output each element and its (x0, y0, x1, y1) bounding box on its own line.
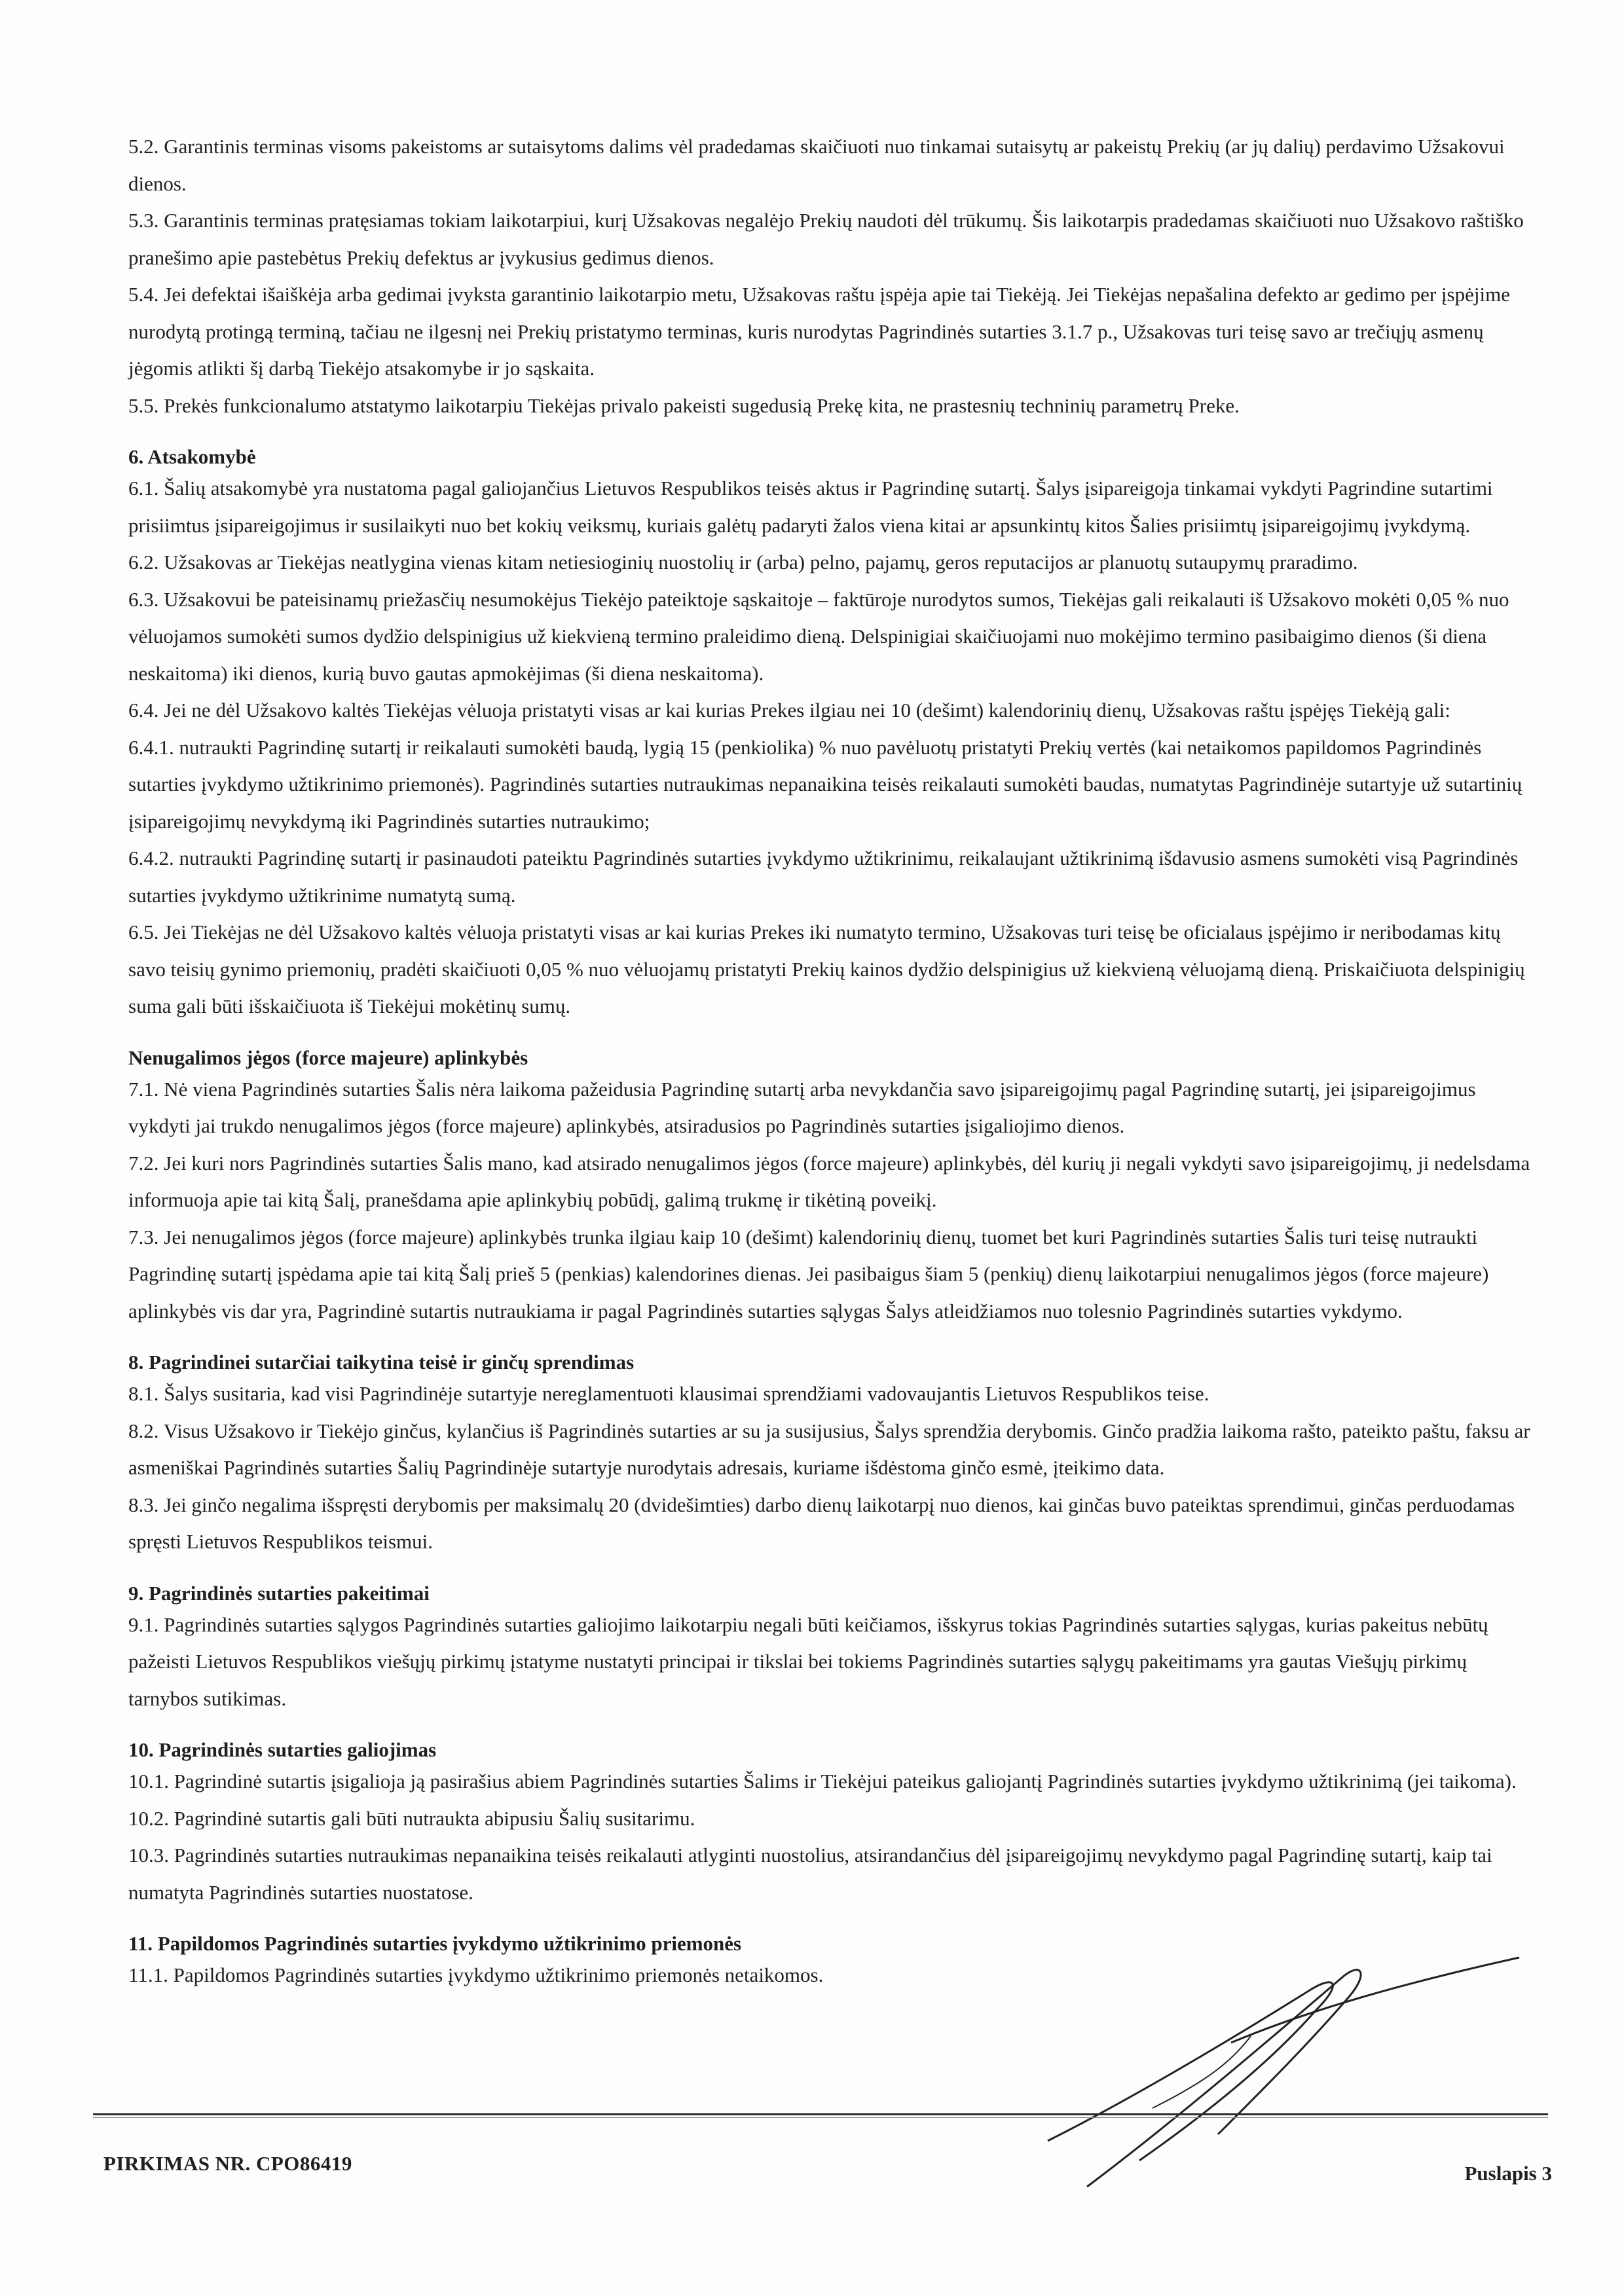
handwritten-signature (1035, 1912, 1532, 2213)
clause-paragraph: 5.5. Prekės funkcionalumo atstatymo laikotarpiu Tiekėjas privalo pakeisti sugedusią Prekę kita, ne prastesnių techninių parametrų Preke. (128, 393, 1240, 417)
section (128, 1045, 1536, 1330)
procurement-number: PIRKIMAS NR. CPO86419 (103, 2152, 352, 2175)
section-heading: 11. Papildomos Pagrindinės sutarties įvykdymo užtikrinimo priemonės (128, 1932, 742, 1955)
clause-paragraph: 6.5. Jei Tiekėjas ne dėl Užsakovo kaltės vėluoja pristatyti visas ar kai kurias Prekes iki numatyto termino, Užsakovas turi teisę be oficialaus įspėjimo ir neribodamas kitų savo teisių gynimo priemonių, pradėti skaičiuoti 0,05 % nuo vėluojamų pristatyti Prekių kainos dydžio delspinigius už kiekvieną vėluojamą dieną. Priskaičiuota delspinigių suma gali būti išskaičiuota iš Tiekėjui mokėtinų sumų. (128, 920, 1525, 1017)
clause-paragraph: 5.2. Garantinis terminas visoms pakeistoms ar sutaisytoms dalims vėl pradedamas skaičiuoti nuo tinkamai sutaisytų ar pakeistų Prekių (ar jų dalių) perdavimo Užsakovui dienos. (128, 135, 1505, 195)
page-number: Puslapis 3 (1464, 2162, 1552, 2185)
clause-paragraph: 7.2. Jei kuri nors Pagrindinės sutarties Šalis mano, kad atsirado nenugalimos jėgos (force majeure) aplinkybės, dėl kurių ji negali vykdyti savo įsipareigojimų, ji nedelsdama informuoja apie tai kitą Šalį, pranešdama apie aplinkybių pobūdį, galimą trukmę ir tikėtiną poveikį. (128, 1151, 1530, 1211)
section-heading: Nenugalimos jėgos (force majeure) aplinkybės (128, 1046, 528, 1069)
clause-paragraph: 7.1. Nė viena Pagrindinės sutarties Šalis nėra laikoma pažeidusia Pagrindinę sutartį arba nevykdančia savo įsipareigojimų pagal Pagrindinę sutartį, jei įsipareigojimus vykdyti jai trukdo nenugalimos jėgos (force majeure) aplinkybės, atsiradusios po Pagrindinės sutarties įsigaliojimo dienos. (128, 1077, 1476, 1137)
section-heading: 8. Pagrindinei sutarčiai taikytina teisė ir ginčų sprendimas (128, 1351, 635, 1374)
clause-paragraph: 6.3. Užsakovui be pateisinamų priežasčių nesumokėjus Tiekėjo pateiktoje sąskaitoje – faktūroje nurodytos sumos, Tiekėjas gali reikalauti iš Užsakovo mokėti 0,05 % nuo vėluojamos sumokėti sumos dydžio delspinigius už kiekvieną termino praleidimo dieną. Delspinigiai skaičiuojami nuo mokėjimo termino pasibaigimo dienos (ši diena neskaitoma) iki dienos, kurią buvo gautas apmokėjimas (ši diena neskaitoma). (128, 587, 1509, 685)
clause-paragraph: 8.2. Visus Užsakovo ir Tiekėjo ginčus, kylančius iš Pagrindinės sutarties ar su ja susijusius, Šalys sprendžia derybomis. Ginčo pradžia laikoma rašto, pateikto paštu, faksu ar asmeniškai Pagrindinės sutarties Šalių Pagrindinėje sutartyje nurodytais adresais, kuriame išdėstoma ginčo esmė, įteikimo data. (128, 1419, 1530, 1479)
clause-paragraph: 9.1. Pagrindinės sutarties sąlygos Pagrindinės sutarties galiojimo laikotarpiu negali būti keičiamos, išskyrus tokias Pagrindinės sutarties sąlygas, kurias pakeitus nebūtų pažeisti Lietuvos Respublikos viešųjų pirkimų įstatyme nustatyti principai ir tikslai bei tokiems Pagrindinės sutarties sąlygų pakeitimams yra gautas Viešųjų pirkimų tarnybos sutikimas. (128, 1613, 1488, 1710)
section (128, 444, 1536, 1025)
clause-paragraph: 6.1. Šalių atsakomybė yra nustatoma pagal galiojančius Lietuvos Respublikos teisės aktus ir Pagrindinę sutartį. Šalys įsipareigoja tinkamai vykdyti Pagrindine sutartimi prisiimtus įsipareigojimus ir susilaikyti nuo bet kokių veiksmų, kuriais galėtų padaryti žalos viena kitai ar apsunkintų kitos Šalies prisiimtų įsipareigojimų įvykdymą. (128, 477, 1493, 537)
clause-paragraph: 8.3. Jei ginčo negalima išspręsti derybomis per maksimalų 20 (dvidešimties) darbo dienų laikotarpį nuo dienos, kai ginčas buvo pateiktas sprendimui, ginčas perduodamas spręsti Lietuvos Respublikos teismui. (128, 1493, 1515, 1553)
section-heading: 10. Pagrindinės sutarties galiojimas (128, 1738, 437, 1761)
clause-paragraph: 10.2. Pagrindinė sutartis gali būti nutraukta abipusiu Šalių susitarimu. (128, 1806, 695, 1830)
clause-paragraph: 10.3. Pagrindinės sutarties nutraukimas nepanaikina teisės reikalauti atlyginti nuostolius, atsirandančius dėl įsipareigojimų nevykdymo pagal Pagrindinę sutartį, kaip tai numatyta Pagrindinės sutarties nuostatose. (128, 1844, 1492, 1904)
section-heading: 6. Atsakomybė (128, 445, 256, 468)
clause-paragraph: 5.4. Jei defektai išaiškėja arba gedimai įvyksta garantinio laikotarpio metu, Užsakovas raštu įspėja apie tai Tiekėją. Jei Tiekėjas nepašalina defekto ar gedimo per įspėjime nurodytą protingą terminą, tačiau ne ilgesnį nei Prekių pristatymo terminas, kuris nurodytas Pagrindinės sutarties 3.1.7 p., Užsakovas turi teisę savo ar trečiųjų asmenų jėgomis atlikti šį darbą Tiekėjo atsakomybe ir jo sąskaita. (128, 283, 1510, 380)
clause-paragraph: 8.1. Šalys susitaria, kad visi Pagrindinėje sutartyje nereglamentuoti klausimai sprendžiami vadovaujantis Lietuvos Respublikos teise. (128, 1382, 1209, 1405)
section (128, 128, 1536, 424)
clause-paragraph: 6.4. Jei ne dėl Užsakovo kaltės Tiekėjas vėluoja pristatyti visas ar kai kurias Prekes ilgiau nei 10 (dešimt) kalendorinių dienų, Užsakovas raštu įspėjęs Tiekėją gali: (128, 699, 1450, 721)
section (128, 1349, 1536, 1561)
clause-paragraph: 7.3. Jei nenugalimos jėgos (force majeure) aplinkybės trunka ilgiau kaip 10 (dešimt) kalendorinių dienų, tuomet bet kuri Pagrindinės sutarties Šalis turi teisę nutraukti Pagrindinę sutartį įspėdama apie tai kitą Šalį prieš 5 (penkias) kalendorines dienas. Jei pasibaigus šiam 5 (penkių) dienų laikotarpiui nenugalimos jėgos (force majeure) aplinkybės vis dar yra, Pagrindinė sutartis nutraukiama ir pagal Pagrindinės sutarties sąlygas Šalys atleidžiamos nuo tolesnio Pagrindinės sutarties vykdymo. (128, 1225, 1489, 1322)
document-body (128, 128, 1536, 1994)
clause-paragraph: 11.1. Papildomos Pagrindinės sutarties įvykdymo užtikrinimo priemonės netaikomos. (128, 1963, 824, 1986)
clause-paragraph: 10.1. Pagrindinė sutartis įsigalioja ją pasirašius abiem Pagrindinės sutarties Šalims ir Tiekėjui pateikus galiojantį Pagrindinės sutarties įvykdymo užtikrinimą (jei taikoma). (128, 1770, 1517, 1793)
footer-rule (93, 2113, 1548, 2115)
clause-paragraph: 6.2. Užsakovas ar Tiekėjas neatlygina vienas kitam netiesioginių nuostolių ir (arba) pelno, pajamų, geros reputacijos ar planuotų sutaupymų praradimo. (128, 551, 1358, 574)
clause-paragraph: 5.3. Garantinis terminas pratęsiamas tokiam laikotarpiui, kurį Užsakovas negalėjo Prekių naudoti dėl trūkumų. Šis laikotarpis pradedamas skaičiuoti nuo Užsakovo raštiško pranešimo apie pastebėtus Prekių defektus ar įvykusius gedimus dienos. (128, 209, 1524, 269)
section-heading: 9. Pagrindinės sutarties pakeitimai (128, 1581, 430, 1605)
clause-paragraph: 6.4.2. nutraukti Pagrindinę sutartį ir pasinaudoti pateiktu Pagrindinės sutarties įvykdymo užtikrinimu, reikalaujant užtikrinimą išdavusio asmens sumokėti visą Pagrindinės sutarties įvykdymo užtikrinime numatytą sumą. (128, 847, 1519, 907)
section (128, 1580, 1536, 1718)
clause-paragraph: 6.4.1. nutraukti Pagrindinę sutartį ir reikalauti sumokėti baudą, lygią 15 (penkiolika) % nuo pavėluotų pristatyti Prekių vertės (kai netaikomos papildomos Pagrindinės sutarties įvykdymo užtikrinimo priemonės). Pagrindinės sutarties nutraukimas nepanaikina teisės reikalauti sumokėti baudas, numatytas Pagrindinėje sutartyje už sutartinių įsipareigojimų nevykdymą iki Pagrindinės sutarties nutraukimo; (128, 735, 1522, 833)
footer-rule-thin (93, 2117, 1548, 2118)
section (128, 1737, 1536, 1911)
